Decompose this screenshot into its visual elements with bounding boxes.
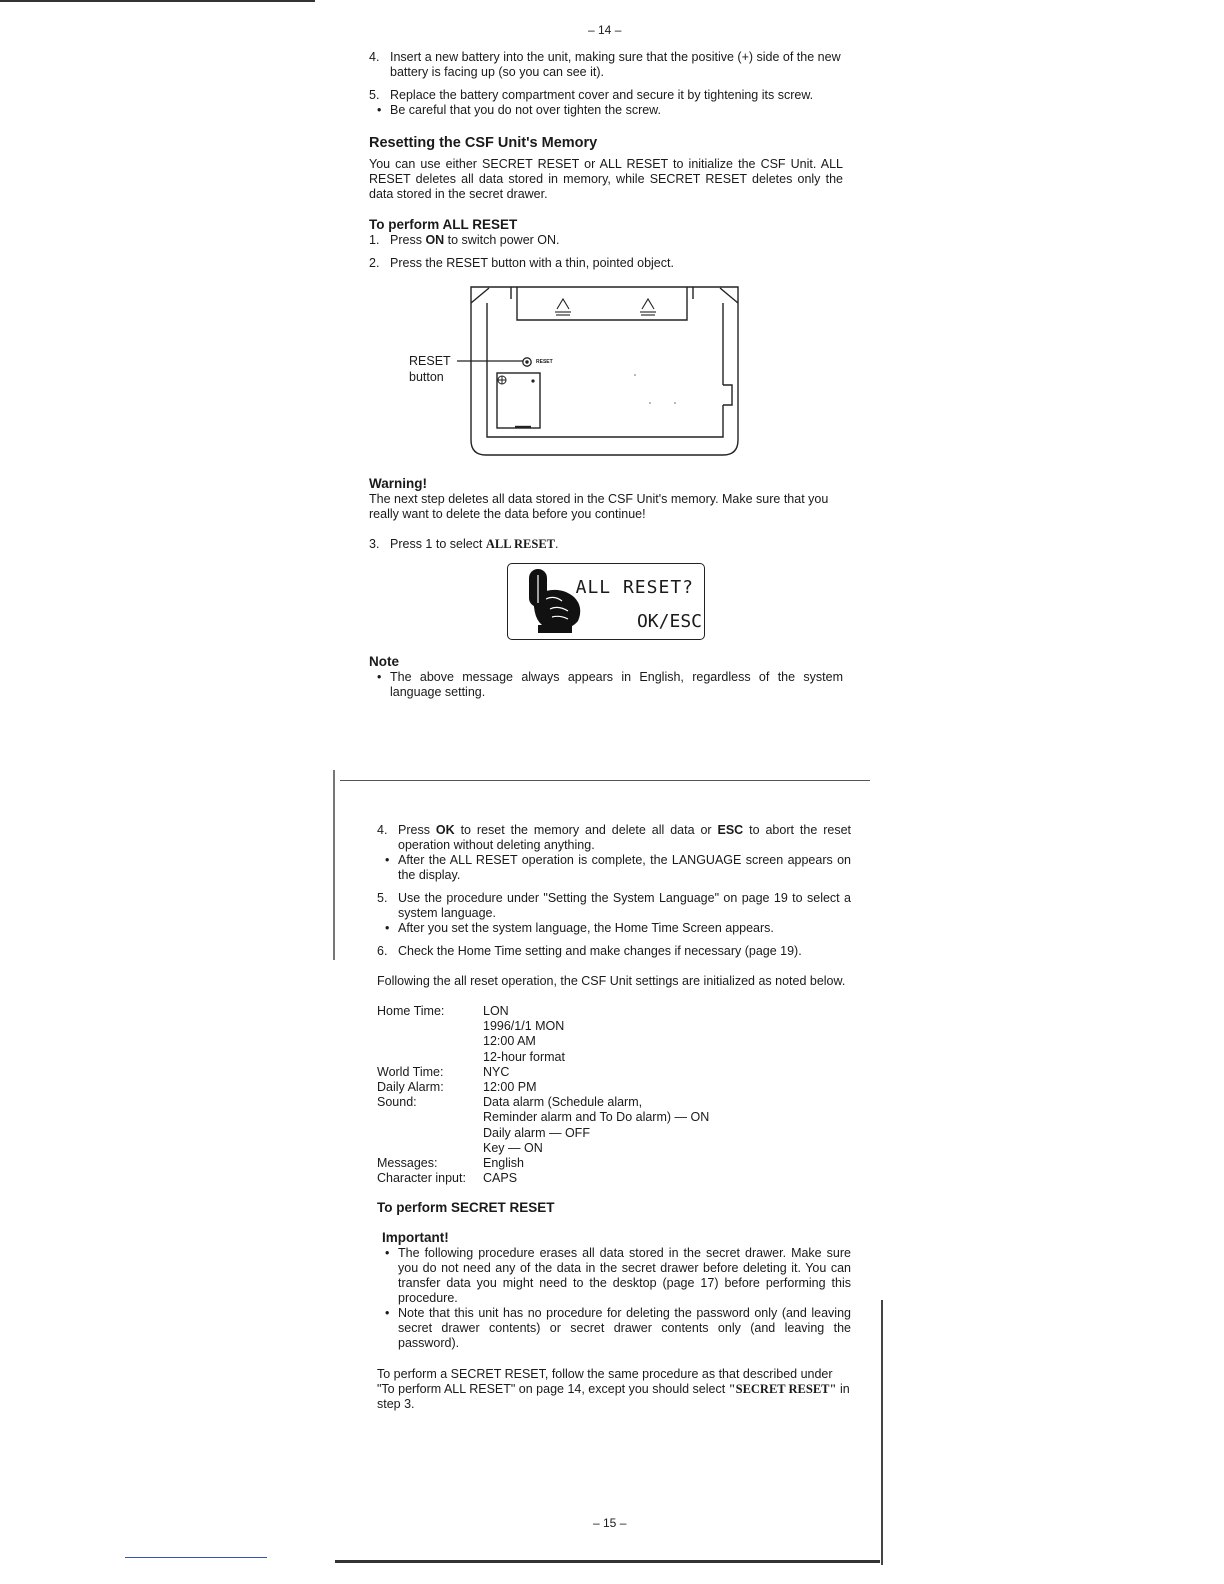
bullet-dot: •	[385, 921, 390, 935]
right-edge-rule	[881, 1300, 883, 1565]
note-text: The above message always appears in English, regardless of the system language setting.	[390, 670, 843, 699]
step-text: Press the RESET button with a thin, pointed object.	[390, 256, 674, 270]
bullet-text: After you set the system language, the Home Time Screen appears.	[398, 921, 774, 935]
default-settings-table	[377, 1004, 709, 1186]
bottom-left-blue-line	[125, 1557, 267, 1558]
bullet-text: After the ALL RESET operation is complete, the LANGUAGE screen appears on the display.	[398, 853, 851, 882]
important-bullets	[377, 1246, 851, 1351]
final-text-post: in step 3.	[377, 1382, 850, 1411]
step-number: 1.	[369, 233, 380, 247]
bullet-language-screen	[377, 853, 851, 883]
note-bullet	[369, 670, 843, 700]
bullet-text: The following procedure erases all data stored in the secret drawer. Make sure you do not need any of the data in the secret drawer before deleting it. You can transfer data you might need to the desktop (page 17) before performing this procedure.	[398, 1246, 851, 1305]
settings-row	[377, 1171, 709, 1186]
battery-steps	[369, 50, 843, 118]
bullet-dot: •	[385, 1246, 390, 1260]
step-text-post: .	[555, 537, 559, 551]
step-text-pre: Press	[390, 233, 426, 247]
setting-value: NYC	[483, 1064, 510, 1079]
device-back-diagram	[405, 285, 745, 460]
important-item	[377, 1246, 851, 1306]
step-text: Insert a new battery into the unit, making sure that the positive (+) side of the new battery is facing up (so you can see it).	[390, 50, 841, 79]
setting-value: 12:00 AM	[483, 1034, 536, 1049]
setting-values	[483, 1095, 709, 1156]
step-text-pre: Press	[398, 823, 436, 837]
key-on: ON	[425, 233, 445, 247]
setting-value: Reminder alarm and To Do alarm) — ON	[483, 1110, 710, 1125]
settings-row	[377, 1156, 709, 1171]
setting-label: Daily Alarm:	[377, 1080, 444, 1095]
following-text: Following the all reset operation, the CSF Unit settings are initialized as noted below.	[377, 974, 846, 988]
all-reset-steps	[369, 233, 843, 271]
step-number: 4.	[369, 50, 380, 64]
bullet-dot: •	[385, 853, 390, 867]
step-2-reset-button	[369, 256, 843, 271]
note-heading: Note	[369, 654, 399, 669]
step-number: 5.	[377, 891, 388, 905]
settings-row	[377, 1080, 709, 1095]
step-5-cover	[369, 88, 843, 103]
step-number: 3.	[369, 537, 380, 551]
step-text-post: to abort the reset operation without deleting anything.	[398, 823, 851, 852]
bullet-text: Be careful that you do not over tighten the screw.	[390, 103, 661, 117]
step-6-check	[377, 944, 851, 959]
settings-row	[377, 1004, 709, 1065]
bullet-screw	[369, 103, 843, 118]
reset-intro: You can use either SECRET RESET or ALL RESET to initialize the CSF Unit. ALL RESET deletes all data stored in memory, while SECRET RESET deletes only the data stored in the secret drawer.	[369, 157, 843, 201]
bullet-home-time	[377, 921, 851, 936]
setting-value: Data alarm (Schedule alarm,	[483, 1095, 643, 1110]
page-number-top: – 14 –	[588, 23, 622, 37]
secret-reset-heading: To perform SECRET RESET	[377, 1200, 555, 1215]
setting-value: Key — ON	[483, 1140, 543, 1155]
reset-label-line1: RESET	[409, 354, 451, 368]
warning-heading: Warning!	[369, 476, 427, 491]
setting-value: English	[483, 1156, 524, 1171]
setting-value: 12-hour format	[483, 1049, 565, 1064]
secret-reset-instructions	[377, 1367, 851, 1412]
top-edge-rule	[0, 0, 315, 2]
reset-button-figure	[405, 285, 745, 460]
lcd-line-2: OK/ESC	[636, 611, 702, 632]
step-text: Check the Home Time setting and make changes if necessary (page 19).	[398, 944, 802, 958]
section-heading: Resetting the CSF Unit's Memory	[369, 135, 598, 151]
setting-label: Character input:	[377, 1171, 466, 1186]
settings-row	[377, 1095, 709, 1156]
lcd-line-1: ALL RESET?	[575, 577, 694, 598]
step-3-select	[369, 537, 843, 552]
setting-value: LON	[483, 1004, 509, 1018]
left-margin-rule	[333, 770, 335, 960]
step-3-row	[369, 537, 843, 552]
step-4-confirm	[377, 823, 851, 853]
lcd-display	[507, 563, 705, 640]
reset-small-label: RESET	[536, 359, 553, 365]
step-1-power	[369, 233, 843, 248]
setting-label: Messages:	[377, 1156, 438, 1171]
bullet-dot: •	[385, 1306, 390, 1320]
page-divider-line	[340, 780, 870, 781]
step-text-mid: to reset the memory and delete all data or	[454, 823, 718, 837]
bullet-text: Note that this unit has no procedure for deleting the password only (and leaving secret drawer contents) or secret drawer contents only (and leaving the password).	[398, 1306, 851, 1350]
step-text: Replace the battery compartment cover and secure it by tightening its screw.	[390, 88, 814, 102]
step-text: Use the procedure under "Setting the System Language" on page 19 to select a system language.	[398, 891, 851, 920]
continued-steps	[377, 823, 851, 959]
step-4-battery	[369, 50, 843, 80]
step-number: 4.	[377, 823, 388, 837]
settings-row	[377, 1065, 709, 1080]
step-text-post: to switch power ON.	[444, 233, 560, 247]
setting-label: World Time:	[377, 1064, 444, 1079]
setting-value: CAPS	[483, 1171, 518, 1186]
key-esc: ESC	[717, 823, 744, 837]
setting-label: Sound:	[377, 1095, 417, 1110]
bullet-dot: •	[377, 670, 382, 684]
important-heading: Important!	[382, 1230, 449, 1245]
step-number: 6.	[377, 944, 388, 958]
setting-value: Daily alarm — OFF	[483, 1125, 590, 1140]
final-text-pre: To perform a SECRET RESET, follow the same procedure as that described under "To perform ALL RESET" on page 14, except you should select	[377, 1367, 833, 1396]
note-item	[369, 670, 843, 700]
step-5-language	[377, 891, 851, 921]
setting-value: 12:00 PM	[483, 1080, 537, 1095]
all-reset-heading: To perform ALL RESET	[369, 217, 518, 232]
bottom-edge-rule	[335, 1560, 880, 1563]
step-number: 2.	[369, 256, 380, 270]
key-all-reset: ALL RESET	[485, 537, 556, 551]
step-text-pre: Press 1 to select	[390, 537, 486, 551]
key-secret-reset: "SECRET RESET"	[728, 1382, 837, 1396]
reset-label-line2: button	[409, 370, 444, 384]
setting-label: Home Time:	[377, 1004, 445, 1018]
setting-value: 1996/1/1 MON	[483, 1019, 565, 1034]
important-item	[377, 1306, 851, 1351]
warning-text: The next step deletes all data stored in the CSF Unit's memory. Make sure that you really want to delete the data before you continue!	[369, 492, 829, 521]
bullet-dot: •	[377, 103, 382, 117]
page-number-bottom: – 15 –	[593, 1516, 627, 1530]
setting-values	[483, 1004, 709, 1065]
step-number: 5.	[369, 88, 380, 102]
key-ok: OK	[435, 823, 455, 837]
